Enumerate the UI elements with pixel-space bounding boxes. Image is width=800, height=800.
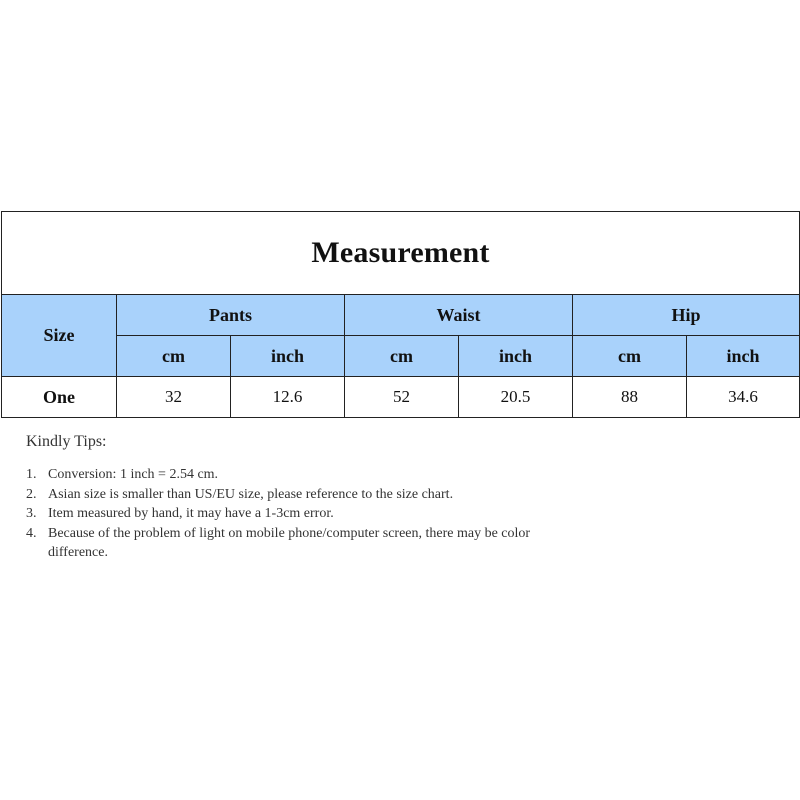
tip-text: Asian size is smaller than US/EU size, please reference to the size chart. bbox=[48, 486, 454, 502]
unit-header-pants-inch: inch bbox=[231, 336, 345, 377]
group-header-hip: Hip bbox=[573, 295, 800, 336]
tip-number: 1. bbox=[26, 467, 37, 482]
unit-header-hip-cm: cm bbox=[573, 336, 687, 377]
unit-header-waist-inch: inch bbox=[459, 336, 573, 377]
tip-number: 4. bbox=[26, 525, 37, 541]
list-item bbox=[26, 504, 586, 524]
tip-text: Item measured by hand, it may have a 1-3cm error. bbox=[48, 506, 334, 521]
tips-list bbox=[26, 465, 586, 563]
table-row bbox=[2, 377, 800, 418]
unit-header-hip-inch: inch bbox=[687, 336, 800, 377]
group-header-waist: Waist bbox=[345, 295, 573, 336]
kindly-tips bbox=[26, 433, 586, 563]
list-item bbox=[26, 485, 586, 505]
tip-text: Conversion: 1 inch = 2.54 cm. bbox=[48, 467, 219, 482]
tip-text: Because of the problem of light on mobile phone/computer screen, there may be color difference. bbox=[48, 525, 531, 560]
unit-header-waist-cm: cm bbox=[345, 336, 459, 377]
waist-cm-value: 52 bbox=[345, 377, 459, 418]
unit-header-pants-cm: cm bbox=[117, 336, 231, 377]
table-title: Measurement bbox=[2, 212, 800, 295]
group-header-pants: Pants bbox=[117, 295, 345, 336]
tip-number: 2. bbox=[26, 486, 37, 502]
tip-number: 3. bbox=[26, 506, 37, 521]
size-value: One bbox=[2, 377, 117, 418]
pants-inch-value: 12.6 bbox=[231, 377, 345, 418]
pants-cm-value: 32 bbox=[117, 377, 231, 418]
hip-inch-value: 34.6 bbox=[687, 377, 800, 418]
list-item bbox=[26, 465, 586, 485]
measurement-table bbox=[1, 211, 800, 418]
hip-cm-value: 88 bbox=[573, 377, 687, 418]
size-header: Size bbox=[2, 295, 117, 377]
waist-inch-value: 20.5 bbox=[459, 377, 573, 418]
tips-title: Kindly Tips: bbox=[26, 433, 107, 450]
list-item bbox=[26, 524, 586, 563]
